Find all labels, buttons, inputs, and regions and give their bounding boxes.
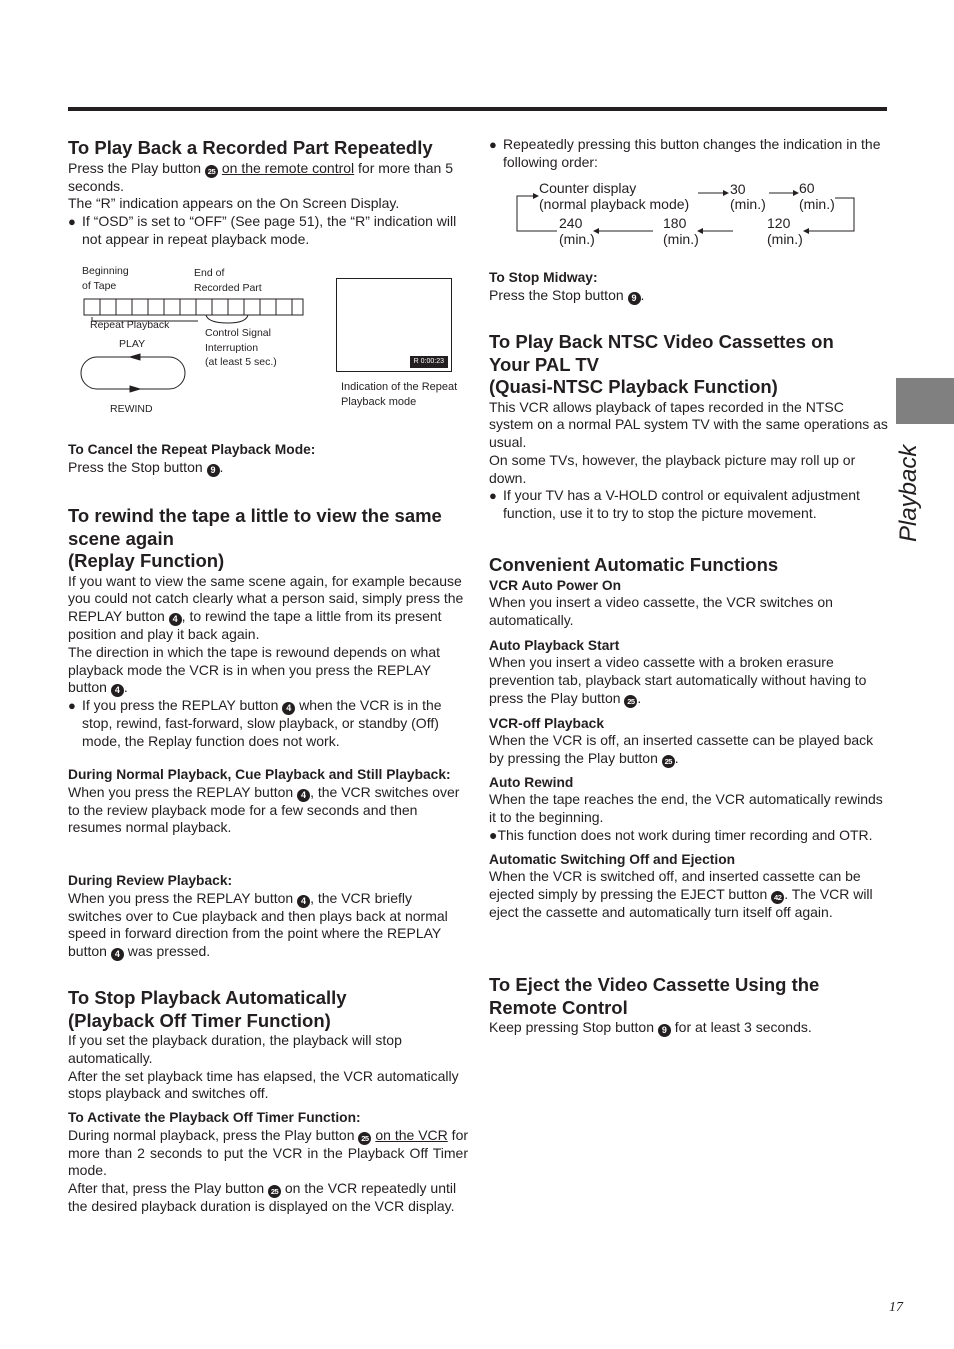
order-diagram <box>489 180 889 250</box>
replay-section <box>68 505 468 751</box>
unit-180: (min.) <box>663 231 699 247</box>
bullet-dot: ● <box>68 214 76 230</box>
stop-midway-title: To Stop Midway: <box>489 270 598 285</box>
button-number-badge: 4 <box>111 948 124 961</box>
svg-text:REWIND: REWIND <box>110 403 153 415</box>
vcr-off-title: VCR-off Playback <box>489 715 605 731</box>
value-240: 240 <box>559 215 583 231</box>
value-30: 30 <box>730 181 746 197</box>
repeat-title: To Play Back a Recorded Part Repeatedly <box>68 137 433 158</box>
activate-p2: After that, press the Play button 25 on the VCR repeatedly until the desired playback duration is displayed on the VCR display. <box>68 1180 457 1215</box>
button-number-badge: 4 <box>111 684 124 697</box>
repeat-p2: The “R” indication appears on the On Screen Display. <box>68 195 400 212</box>
button-number-badge: 4 <box>169 613 182 626</box>
bullet-dot: ● <box>489 137 497 152</box>
value-60: 60 <box>799 180 815 196</box>
beginning-of-tape-label: Beginning of Tape <box>82 265 129 292</box>
replay-title-2: scene again <box>68 527 174 549</box>
stop-midway-section <box>489 269 889 305</box>
page-number: 17 <box>889 1300 903 1315</box>
counter-display-line2: (normal playback mode) <box>539 196 690 212</box>
normal-playback-section <box>68 766 468 837</box>
normal-playback-title: During Normal Playback, Cue Playback and Still Playback: <box>68 767 451 782</box>
button-number-badge: 9 <box>207 464 220 477</box>
stop-auto-title-2: (Playback Off Timer Function) <box>68 1009 331 1031</box>
cancel-title: To Cancel the Repeat Playback Mode: <box>68 442 316 457</box>
repeat-diagram <box>68 263 468 423</box>
button-number-badge: 25 <box>358 1132 371 1145</box>
auto-eject-text: When the VCR is switched off, and inserted cassette can be ejected simply by pressing the EJECT button 42 . The VCR will eject the cassette and automatically turn itself off again. <box>489 868 873 921</box>
review-playback-text: When you press the REPLAY button 4 , the VCR briefly switches over to Cue playback and then plays back at normal speed in forward direction from the point where the REPLAY button 4 was pressed. <box>68 889 448 960</box>
button-number-badge: 25 <box>662 755 675 768</box>
ntsc-bullet: ● If your TV has a V-HOLD control or equivalent adjustment function, use it to try to stop the picture movement. <box>489 487 860 522</box>
repeat-p1: Press the Play button 25 on the remote control for more than 5 seconds. <box>68 159 453 194</box>
eject-remote-section <box>489 974 889 1037</box>
order-section <box>489 136 889 172</box>
unit-30: (min.) <box>730 196 766 212</box>
button-number-badge: 4 <box>297 895 310 908</box>
button-number-badge: 25 <box>268 1185 281 1198</box>
eject-remote-text: Keep pressing Stop button 9 for at least 3 seconds. <box>489 1019 812 1035</box>
replay-title-1: To rewind the tape a little to view the same <box>68 505 442 526</box>
value-120: 120 <box>767 215 791 231</box>
svg-text:Playback: Playback <box>895 444 922 542</box>
order-bullet: ● Repeatedly pressing this button changes the indication in the following order: <box>489 136 881 170</box>
activate-p1: During normal playback, press the Play button 25 on the VCR for more than 2 seconds to put the VCR in the Playback Off Timer mode. <box>68 1126 469 1179</box>
activate-title: To Activate the Playback Off Timer Function: <box>68 1110 361 1126</box>
ntsc-title-3: (Quasi-NTSC Playback Function) <box>489 376 778 397</box>
screen-caption: Indication of the Repeat Playback mode <box>341 381 458 408</box>
button-number-badge: 25 <box>624 695 637 708</box>
stop-auto-p1: If you set the playback duration, the playback will stop automatically. <box>68 1032 402 1066</box>
button-number-badge: 42 <box>771 891 784 904</box>
ntsc-p2: On some TVs, however, the playback picture may roll up or down. <box>489 451 856 486</box>
bullet-dot: ● <box>489 488 497 504</box>
review-playback-section <box>68 872 468 961</box>
on-the-vcr-link: on the VCR <box>375 1126 448 1143</box>
end-of-recorded-part-label: End of Recorded Part <box>194 267 262 294</box>
stop-midway-text: Press the Stop button 9 . <box>489 286 645 303</box>
stop-auto-section <box>68 987 468 1216</box>
auto-power-title: VCR Auto Power On <box>489 577 622 593</box>
button-number-badge: 4 <box>297 789 310 802</box>
button-number-badge: 25 <box>205 165 218 178</box>
auto-eject-title: Automatic Switching Off and Ejection <box>489 851 736 867</box>
button-number-badge: 9 <box>628 292 641 305</box>
auto-power-text: When you insert a video cassette, the VCR switches on automatically. <box>489 594 833 628</box>
side-tab-block <box>896 378 954 424</box>
auto-rewind-title: Auto Rewind <box>489 774 574 790</box>
side-tab-label <box>886 444 938 554</box>
replay-p2: The direction in which the tape is rewound depends on what playback mode the VCR is in when you press the REPLAY button 4 . <box>68 643 441 696</box>
unit-120: (min.) <box>767 231 803 247</box>
replay-title-3: (Replay Function) <box>68 550 225 571</box>
unit-240: (min.) <box>559 231 595 247</box>
stop-auto-p2: After the set playback time has elapsed, the VCR automatically stops playback and switches off. <box>68 1067 459 1102</box>
auto-rewind-text: When the tape reaches the end, the VCR automatically rewinds it to the beginning. <box>489 791 883 826</box>
replay-bullet: ● If you press the REPLAY button 4 when the VCR is in the stop, rewind, fast-forward, slow playback, or standby (Off) mode, the Replay function does not work. <box>68 697 442 750</box>
auto-rewind-bullet: ●This function does not work during timer recording and OTR. <box>489 827 873 844</box>
header-rule <box>68 107 887 111</box>
ntsc-p1: This VCR allows playback of tapes recorded in the NTSC system on a normal PAL system TV with the same operations as usual. <box>489 398 888 451</box>
svg-text:Repeat Playback: Repeat Playback <box>90 319 170 331</box>
auto-start-text: When you insert a video cassette with a broken erasure prevention tab, playback start automatically without having to press the Play button 25 . <box>489 654 867 706</box>
review-playback-title: During Review Playback: <box>68 873 233 888</box>
remote-control-link: on the remote control <box>221 159 355 176</box>
control-signal-label: Control Signal Interruption (at least 5 sec.) <box>205 327 277 368</box>
tv-screen <box>336 278 452 372</box>
ntsc-title-2: Your PAL TV <box>489 353 599 375</box>
unit-60: (min.) <box>799 196 835 212</box>
cancel-text: Press the Stop button 9 . <box>68 458 224 475</box>
repeat-bullet: ● If “OSD” is set to “OFF” (See page 51), the “R” indication will not appear in repeat playback mode. <box>68 213 457 247</box>
order-arrows <box>489 180 889 250</box>
repeat-section <box>68 137 468 249</box>
cancel-section <box>68 441 468 477</box>
bullet-dot: ● <box>68 698 76 714</box>
button-number-badge: 4 <box>282 702 295 715</box>
value-180: 180 <box>663 215 687 231</box>
bullet-dot: ● <box>489 827 498 844</box>
replay-p1: If you want to view the same scene again, for example because you could not catch clearly what a person said, simply press the REPLAY button 4 , to rewind the tape a little from its present position and play it back again. <box>68 572 464 643</box>
svg-text:PLAY: PLAY <box>119 338 146 350</box>
button-number-badge: 9 <box>658 1024 671 1037</box>
normal-playback-text: When you press the REPLAY button 4 , the VCR switches over to the review playback mode for a few seconds and then resumes normal playback. <box>68 783 460 836</box>
ntsc-title-1: To Play Back NTSC Video Cassettes on <box>489 331 834 352</box>
eject-remote-title-1: To Eject the Video Cassette Using the <box>489 974 820 995</box>
auto-start-title: Auto Playback Start <box>489 637 620 653</box>
counter-display-line1: Counter display <box>539 180 637 196</box>
vcr-off-text: When the VCR is off, an inserted cassette can be played back by pressing the Play button 25 . <box>489 732 874 766</box>
eject-remote-title-2: Remote Control <box>489 996 628 1018</box>
auto-title: Convenient Automatic Functions <box>489 554 779 575</box>
stop-auto-title-1: To Stop Playback Automatically <box>68 987 347 1008</box>
ntsc-section <box>489 331 889 523</box>
auto-section <box>489 554 889 922</box>
screen-readout: R 0:00:23 <box>410 356 448 368</box>
